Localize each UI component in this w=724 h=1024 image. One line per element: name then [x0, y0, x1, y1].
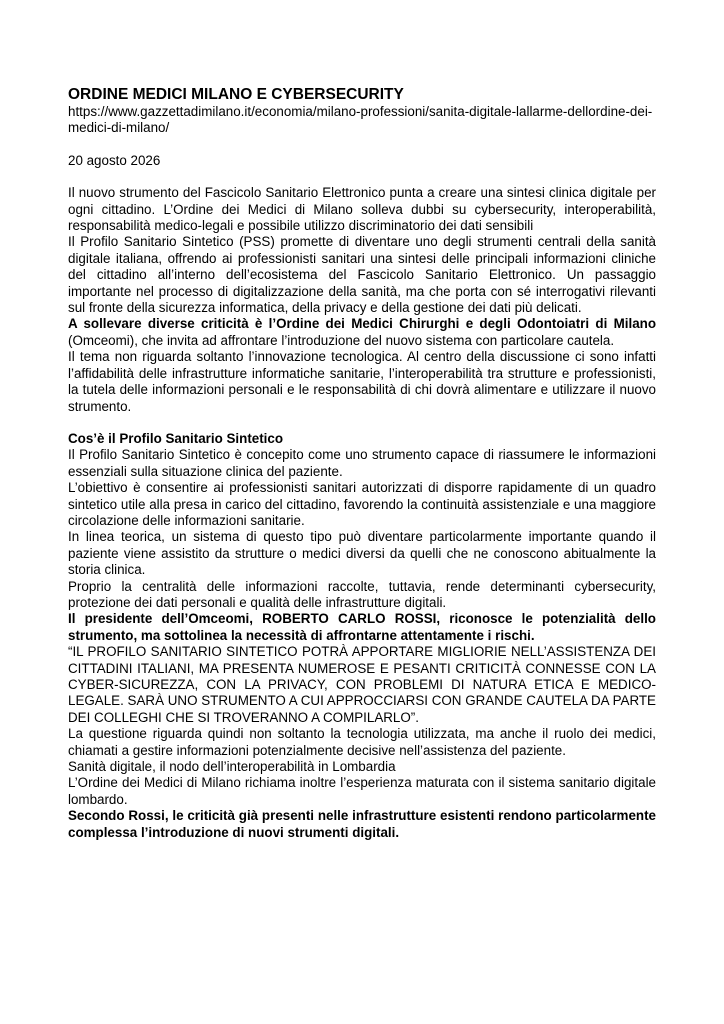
paragraph-linea-teorica: In linea teorica, un sistema di questo tipo può diventare particolarmente importante quando il paziente viene assistito da strutture o medici diversi da quelli che ne conoscono abitualmente la storia clinica.	[68, 529, 656, 578]
article-url: https://www.gazzettadimilano.it/economia/milano-professioni/sanita-digitale-lallarme-dellordine-dei-medici-di-milano/	[68, 104, 653, 136]
omceomi-bold-text: A sollevare diverse criticità è l’Ordine dei Medici Chirurghi e degli Odontoiatri di Milano	[68, 316, 656, 332]
article-title: ORDINE MEDICI MILANO E CYBERSECURITY	[68, 86, 404, 103]
paragraph-omceomi	[68, 316, 656, 349]
quote-rossi: “IL PROFILO SANITARIO SINTETICO POTRÀ APPORTARE MIGLIORIE NELL’ASSISTENZA DEI CITTADINI ITALIANI, MA PRESENTA NUMEROSE E PESANTI CRITICITÀ CONNESSE CON LA CYBER-SICUREZZA, CON LA PRIVACY, CON PROBLEMI DI NATURA ETICA E MEDICO-LEGALE. SARÀ UNO STRUMENTO A CUI APPROCCIARSI CON GRANDE CAUTELA DA PARTE DEI COLLEGHI CHE SI TROVERANNO A COMPILARLO”.	[68, 644, 656, 725]
paragraph-centralita: Proprio la centralità delle informazioni raccolte, tuttavia, rende determinanti cybersecurity, protezione dei dati personali e qualità delle infrastrutture digitali.	[68, 578, 656, 610]
paragraph-rossi-criticita: Secondo Rossi, le criticità già presenti nelle infrastrutture esistenti rendono particolarmente complessa l’introduzione di nuovi strumenti digitali.	[68, 808, 656, 840]
paragraph-tema: Il tema non riguarda soltanto l’innovazione tecnologica. Al centro della discussione ci sono infatti l’affidabilità delle infrastrutture informatiche sanitarie, l’interoperabilità tra strutture e professionisti, la tutela delle informazioni personali e le responsabilità di chi dovrà alimentare e utilizzare il nuovo strumento.	[68, 349, 656, 414]
paragraph-obiettivo: L’obiettivo è consentire ai professionisti sanitari autorizzati di disporre rapidamente di un quadro sintetico utile alla presa in carico del cittadino, favorendo la continuità assistenziale e una maggiore circolazione delle informazioni sanitarie.	[68, 480, 656, 528]
paragraph-pss: Il Profilo Sanitario Sintetico (PSS) promette di diventare uno degli strumenti centrali della sanità digitale italiana, offrendo ai professionisti sanitari una sintesi delle principali informazioni cliniche del cittadino all’interno dell’ecosistema del Fascicolo Sanitario Elettronico. Un passaggio importante nel processo di digitalizzazione della sanità, ma che porta con sé interrogativi rilevanti sul fronte della sicurezza informatica, della privacy e della gestione dei dati più delicati.	[68, 234, 656, 316]
paragraph-presidente: Il presidente dell’Omceomi, ROBERTO CARLO ROSSI, riconosce le potenzialità dello strumento, ma sottolinea la necessità di affrontarne attentamente i rischi.	[68, 611, 656, 643]
paragraph-ordine-lombardo: L’Ordine dei Medici di Milano richiama inoltre l’esperienza maturata con il sistema sanitario digitale lombardo.	[68, 775, 656, 807]
intro-paragraph: Il nuovo strumento del Fascicolo Sanitario Elettronico punta a creare una sintesi clinica digitale per ogni cittadino. L’Ordine dei Medici di Milano solleva dubbi su cybersecurity, interoperabilità, responsabilità medico-legali e possibile utilizzo discriminatorio dei dati sensibili	[68, 185, 656, 234]
section-heading-lombardia: Sanità digitale, il nodo dell’interoperabilità in Lombardia	[68, 759, 396, 775]
article-date: 20 agosto 2026	[68, 152, 161, 168]
section-heading-pss: Cos’è il Profilo Sanitario Sintetico	[68, 430, 284, 446]
paragraph-concepito: Il Profilo Sanitario Sintetico è concepito come uno strumento capace di riassumere le informazioni essenziali sulla situazione clinica del paziente.	[68, 447, 656, 479]
omceomi-text: (Omceomi), che invita ad affrontare l’introduzione del nuovo sistema con particolare cautela.	[68, 332, 615, 348]
paragraph-questione: La questione riguarda quindi non soltanto la tecnologia utilizzata, ma anche il ruolo dei medici, chiamati a gestire informazioni potenzialmente decisive nell’assistenza del paziente.	[68, 726, 656, 758]
document-page	[68, 86, 656, 841]
